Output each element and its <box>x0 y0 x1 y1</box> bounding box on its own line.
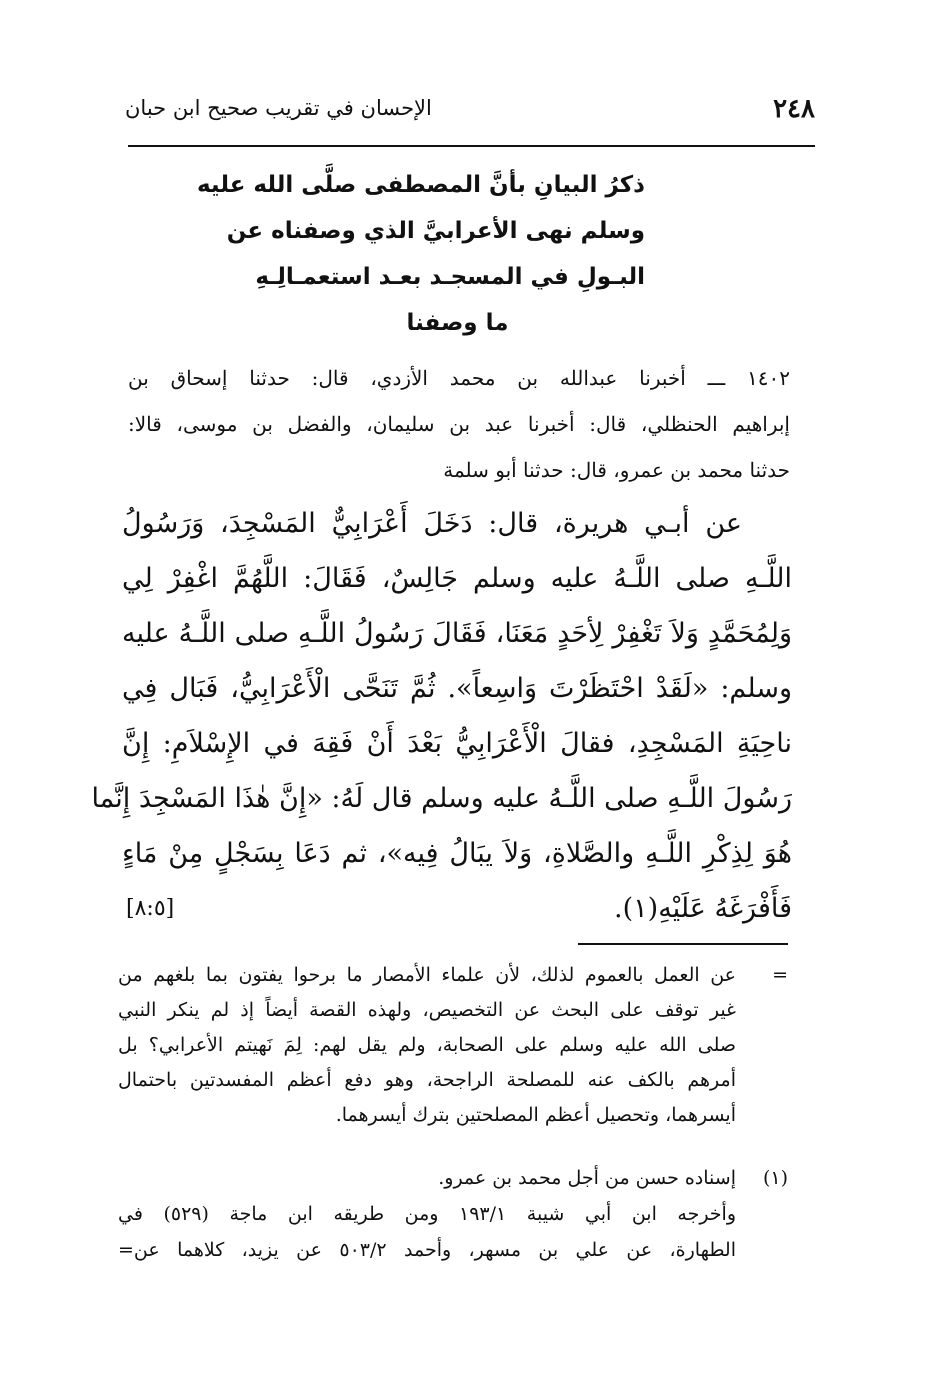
footnote-line: إسناده حسن من أجل محمد بن عمرو. <box>438 1167 736 1189</box>
footnote-label: (١) <box>762 1167 788 1189</box>
matn-line: رَسُولَ اللَّـهِ صلى اللَّـهُ عليه وسلم قال لَهُ: «إِنَّ هٰذَا المَسْجِدَ إِنَّما <box>91 783 792 814</box>
footnotes <box>118 1160 788 1268</box>
hadith-isnad <box>128 355 790 493</box>
running-title: الإحسان في تقريب صحيح ابن حبان <box>125 96 432 120</box>
isnad-line: إبراهيم الحنظلي، قال: أخبرنا عبد بن سليمان، والفضل بن موسى، قالا: <box>128 412 790 436</box>
chapter-title-line: ما وصفنا <box>406 310 509 336</box>
continuation-line: عن العمل بالعموم لذلك، لأن علماء الأمصار ما برحوا يفتون بما بلغهم من <box>118 964 736 986</box>
matn-line-text: فَأَفْرَغَهُ عَلَيْهِ(١). <box>614 893 792 924</box>
footnote-rule <box>578 943 788 945</box>
continuation-line: أمرهم بالكف عنه للمصلحة الراجحة، وهو دفع أعظم المفسدتين باحتمال <box>118 1069 736 1091</box>
footnote-line: الطهارة، عن علي بن مسهر، وأحمد ٥٠٣/٢ عن يزيد، كلاهما عن= <box>118 1239 736 1261</box>
matn-line: هُوَ لِذِكْرِ اللَّـهِ والصَّلاةِ، وَلاَ يبَالُ فِيه»، ثم دَعَا بِسَجْلٍ مِنْ مَاءٍ <box>122 838 792 869</box>
isnad-line: حدثنا محمد بن عمرو، قال: حدثنا أبو سلمة <box>443 458 790 482</box>
matn-last-line <box>122 881 792 936</box>
hadith-matn <box>91 496 792 936</box>
matn-line: عن أبـي هريرة، قال: دَخَلَ أَعْرَابِيٌّ المَسْجِدَ، وَرَسُولُ <box>122 508 742 539</box>
page-header <box>125 88 815 134</box>
footnote-line: وأخرجه ابن أبي شيبة ١٩٣/١ ومن طريقه ابن ماجة (٥٢٩) في <box>118 1203 737 1225</box>
matn-line: وسلم: «لَقَدْ احْتَظَرْتَ وَاسِعاً». ثُمَّ تَنَحَّى الْأَعْرَابِيُّ، فَبَال فِي <box>122 673 792 704</box>
page-number: ٢٤٨ <box>773 94 815 124</box>
continuation-marker: = <box>772 964 788 986</box>
continuation-line: غير توقف على البحث عن التخصيص، ولهذه القصة أيضاً إذ لم ينكر النبي <box>118 999 736 1021</box>
matn-line: ناحِيَةِ المَسْجِدِ، فقالَ الْأَعْرَابِيُّ بَعْدَ أَنْ فَقِهَ في الإِسْلاَمِ: إِنَّ <box>122 728 792 759</box>
hadith-reference: [٨:٥] <box>126 896 175 921</box>
matn-line: اللَّـهِ صلى اللَّـهُ عليه وسلم جَالِسٌ، فَقَالَ: اللَّهُمَّ اغْفِرْ لِي <box>122 563 792 594</box>
header-rule <box>128 145 815 147</box>
chapter-title-line: ذكرُ البيانِ بأنَّ المصطفى صلَّى الله عليه <box>196 172 645 198</box>
chapter-title <box>196 162 645 346</box>
isnad-line: ١٤٠٢ ـــ أخبرنا عبدالله بن محمد الأزدي، قال: حدثنا إسحاق بن <box>128 366 790 390</box>
matn-line: وَلِمُحَمَّدٍ وَلاَ تَغْفِرْ لِأحَدٍ مَعَنَا، فَقَالَ رَسُولُ اللَّـهِ صلى اللَّـهُ عليه <box>122 618 792 649</box>
continuation-line: صلى الله عليه وسلم على الصحابة، ولم يقل لهم: لِمَ نَهيتم الأعرابي؟ بل <box>118 1034 736 1056</box>
chapter-title-line: وسلم نهى الأعرابيَّ الذي وصفناه عن <box>226 218 645 244</box>
continuation-line: أيسرهما، وتحصيل أعظم المصلحتين بترك أيسرهما. <box>335 1104 736 1126</box>
chapter-title-line: البـولِ في المسجـد بعـد استعمـالِـهِ <box>255 264 645 290</box>
footnote-continuation <box>118 958 788 1133</box>
